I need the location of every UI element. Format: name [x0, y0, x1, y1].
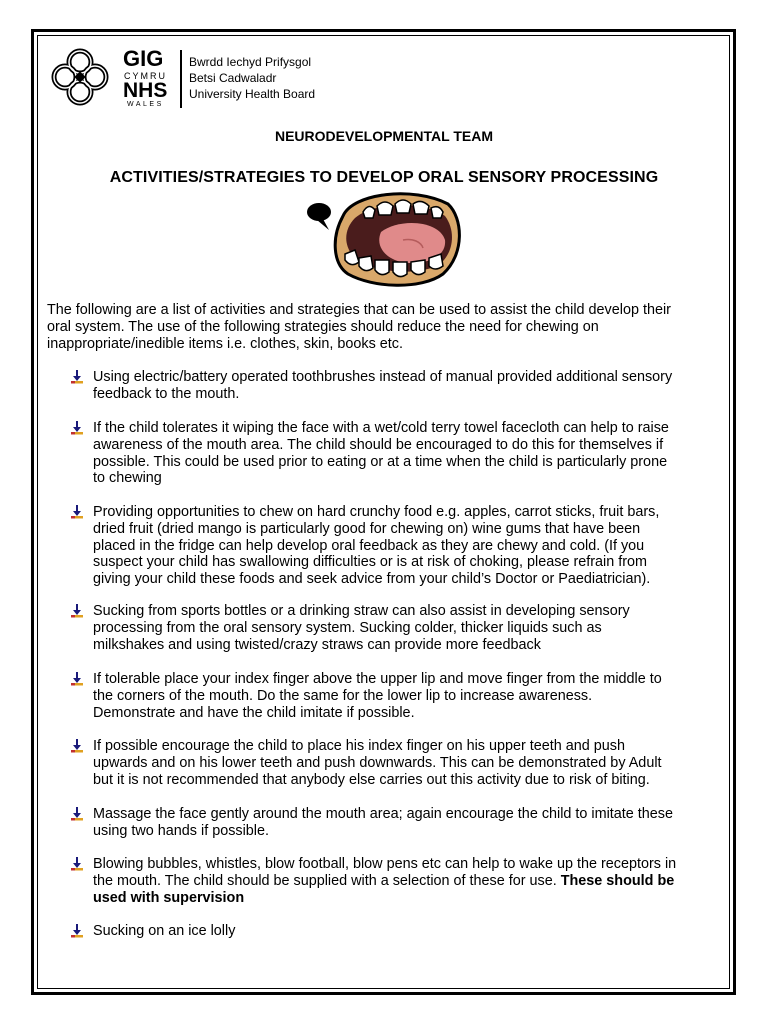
- strategy-text: [93, 738, 729, 788]
- strategy-text: [93, 671, 729, 721]
- intro-line: inappropriate/inedible items i.e. clothes, skin, books etc.: [47, 335, 403, 352]
- strategy-text-line: If tolerable place your index finger above the upper lip and move finger from the middle to: [93, 671, 662, 687]
- arrow-bullet-icon: [70, 924, 84, 938]
- logo-nhs-text: NHS: [123, 79, 168, 102]
- health-board-line: Bwrdd Iechyd Prifysgol: [189, 55, 312, 69]
- arrow-bullet-icon: [70, 739, 84, 753]
- strategy-text-line: to chewing: [93, 470, 162, 487]
- supervision-warning-line: used with supervision: [93, 889, 245, 906]
- strategy-text-line: If possible encourage the child to place his index finger on his upper teeth and push: [93, 738, 626, 754]
- arrow-bullet-icon: [70, 857, 84, 871]
- supervision-warning: These should be: [556, 872, 675, 889]
- strategy-text-line: suspect your child has swallowing difficulties or is at risk of choking, please refrain from: [93, 554, 648, 571]
- strategy-text-line: feedback to the mouth.: [93, 385, 240, 402]
- logo-divider: [180, 50, 182, 108]
- health-board-line: University Health Board: [189, 87, 316, 101]
- strategy-text-line: milkshakes and using twisted/crazy straws can provide more feedback: [93, 636, 541, 653]
- strategy-text-line: Massage the face gently around the mouth area; again encourage the child to imitate these: [93, 806, 673, 822]
- strategy-text-line: Blowing bubbles, whistles, blow football, blow pens etc can help to wake up the receptors in: [93, 856, 677, 872]
- strategy-text-line: giving your child these foods and seek advice from your child’s Doctor or Paediatrician).: [93, 571, 651, 588]
- arrow-bullet-icon: [70, 672, 84, 686]
- strategy-text-line: placed in the fridge can help develop oral feedback as they are chewy and cold. (If you: [93, 537, 645, 554]
- strategy-text: [93, 603, 729, 653]
- strategy-text-line: Sucking from sports bottles or a drinking straw can also assist in developing sensory: [93, 603, 630, 619]
- strategy-text-line: but it is not recommended that anybody else carries out this activity due to risk of biting.: [93, 771, 650, 788]
- strategy-text-line: dried fruit (dried mango is particularly good for chewing on) wine gums that have been: [93, 520, 641, 537]
- health-board-name: [189, 54, 315, 102]
- open-mouth-illustration: [303, 188, 463, 290]
- strategy-text-line: upwards and on his lower teeth and push downwards. This can be demonstrated by Adult: [93, 754, 662, 771]
- strategy-text-line: awareness of the mouth area. The child should be encouraged to do this for themselves if: [93, 436, 664, 453]
- arrow-bullet-icon: [70, 370, 84, 384]
- strategy-text-line: using two hands if possible.: [93, 822, 269, 839]
- arrow-bullet-icon: [70, 505, 84, 519]
- strategy-text-line: [93, 873, 729, 890]
- document-title: ACTIVITIES/STRATEGIES TO DEVELOP ORAL SENSORY PROCESSING: [109, 169, 659, 186]
- strategy-text-line: the corners of the mouth. Do the same for the lower lip to increase awareness.: [93, 687, 593, 704]
- celtic-knot-logo-icon: [47, 44, 113, 110]
- intro-line: oral system. The use of the following strategies should reduce the need for chewing on: [47, 318, 599, 335]
- health-board-line: Betsi Cadwaladr: [189, 71, 277, 85]
- strategy-text-line: If the child tolerates it wiping the face with a wet/cold terry towel facecloth can help to raise: [93, 420, 669, 436]
- logo-wales-text: WALES: [127, 101, 164, 108]
- strategy-text: [93, 420, 729, 487]
- logo-gig-text: GIG: [123, 46, 164, 71]
- arrow-bullet-icon: [70, 604, 84, 618]
- strategy-text-line: Providing opportunities to chew on hard crunchy food e.g. apples, carrot sticks, fruit bars,: [93, 504, 660, 520]
- strategy-text-line: possible. This could be used prior to eating or at a time when the child is particularly prone: [93, 453, 668, 470]
- strategy-text-segment: the mouth. The child should be supplied with a selection of these for use.: [93, 872, 557, 889]
- strategy-text-line: processing from the oral sensory system. Sucking colder, thicker liquids such as: [93, 619, 602, 636]
- strategy-text-line: Sucking on an ice lolly: [93, 923, 236, 939]
- strategy-text-line: Demonstrate and have the child imitate if possible.: [93, 704, 415, 721]
- logo-cymru-text: CYMRU: [124, 71, 167, 81]
- strategy-text: [93, 369, 729, 403]
- arrow-bullet-icon: [70, 807, 84, 821]
- strategy-text: [93, 806, 729, 840]
- intro-paragraph: [47, 302, 727, 352]
- team-heading: NEURODEVELOPMENTAL TEAM: [274, 128, 494, 144]
- arrow-bullet-icon: [70, 421, 84, 435]
- strategy-text: [93, 504, 729, 588]
- strategy-text-line: Using electric/battery operated toothbrushes instead of manual provided additional sensory: [93, 369, 673, 385]
- intro-line: The following are a list of activities and strategies that can be used to assist the child develop their: [47, 302, 671, 318]
- strategy-text: [93, 856, 729, 906]
- strategy-text: [93, 923, 729, 940]
- nhs-wales-logo: [47, 44, 337, 114]
